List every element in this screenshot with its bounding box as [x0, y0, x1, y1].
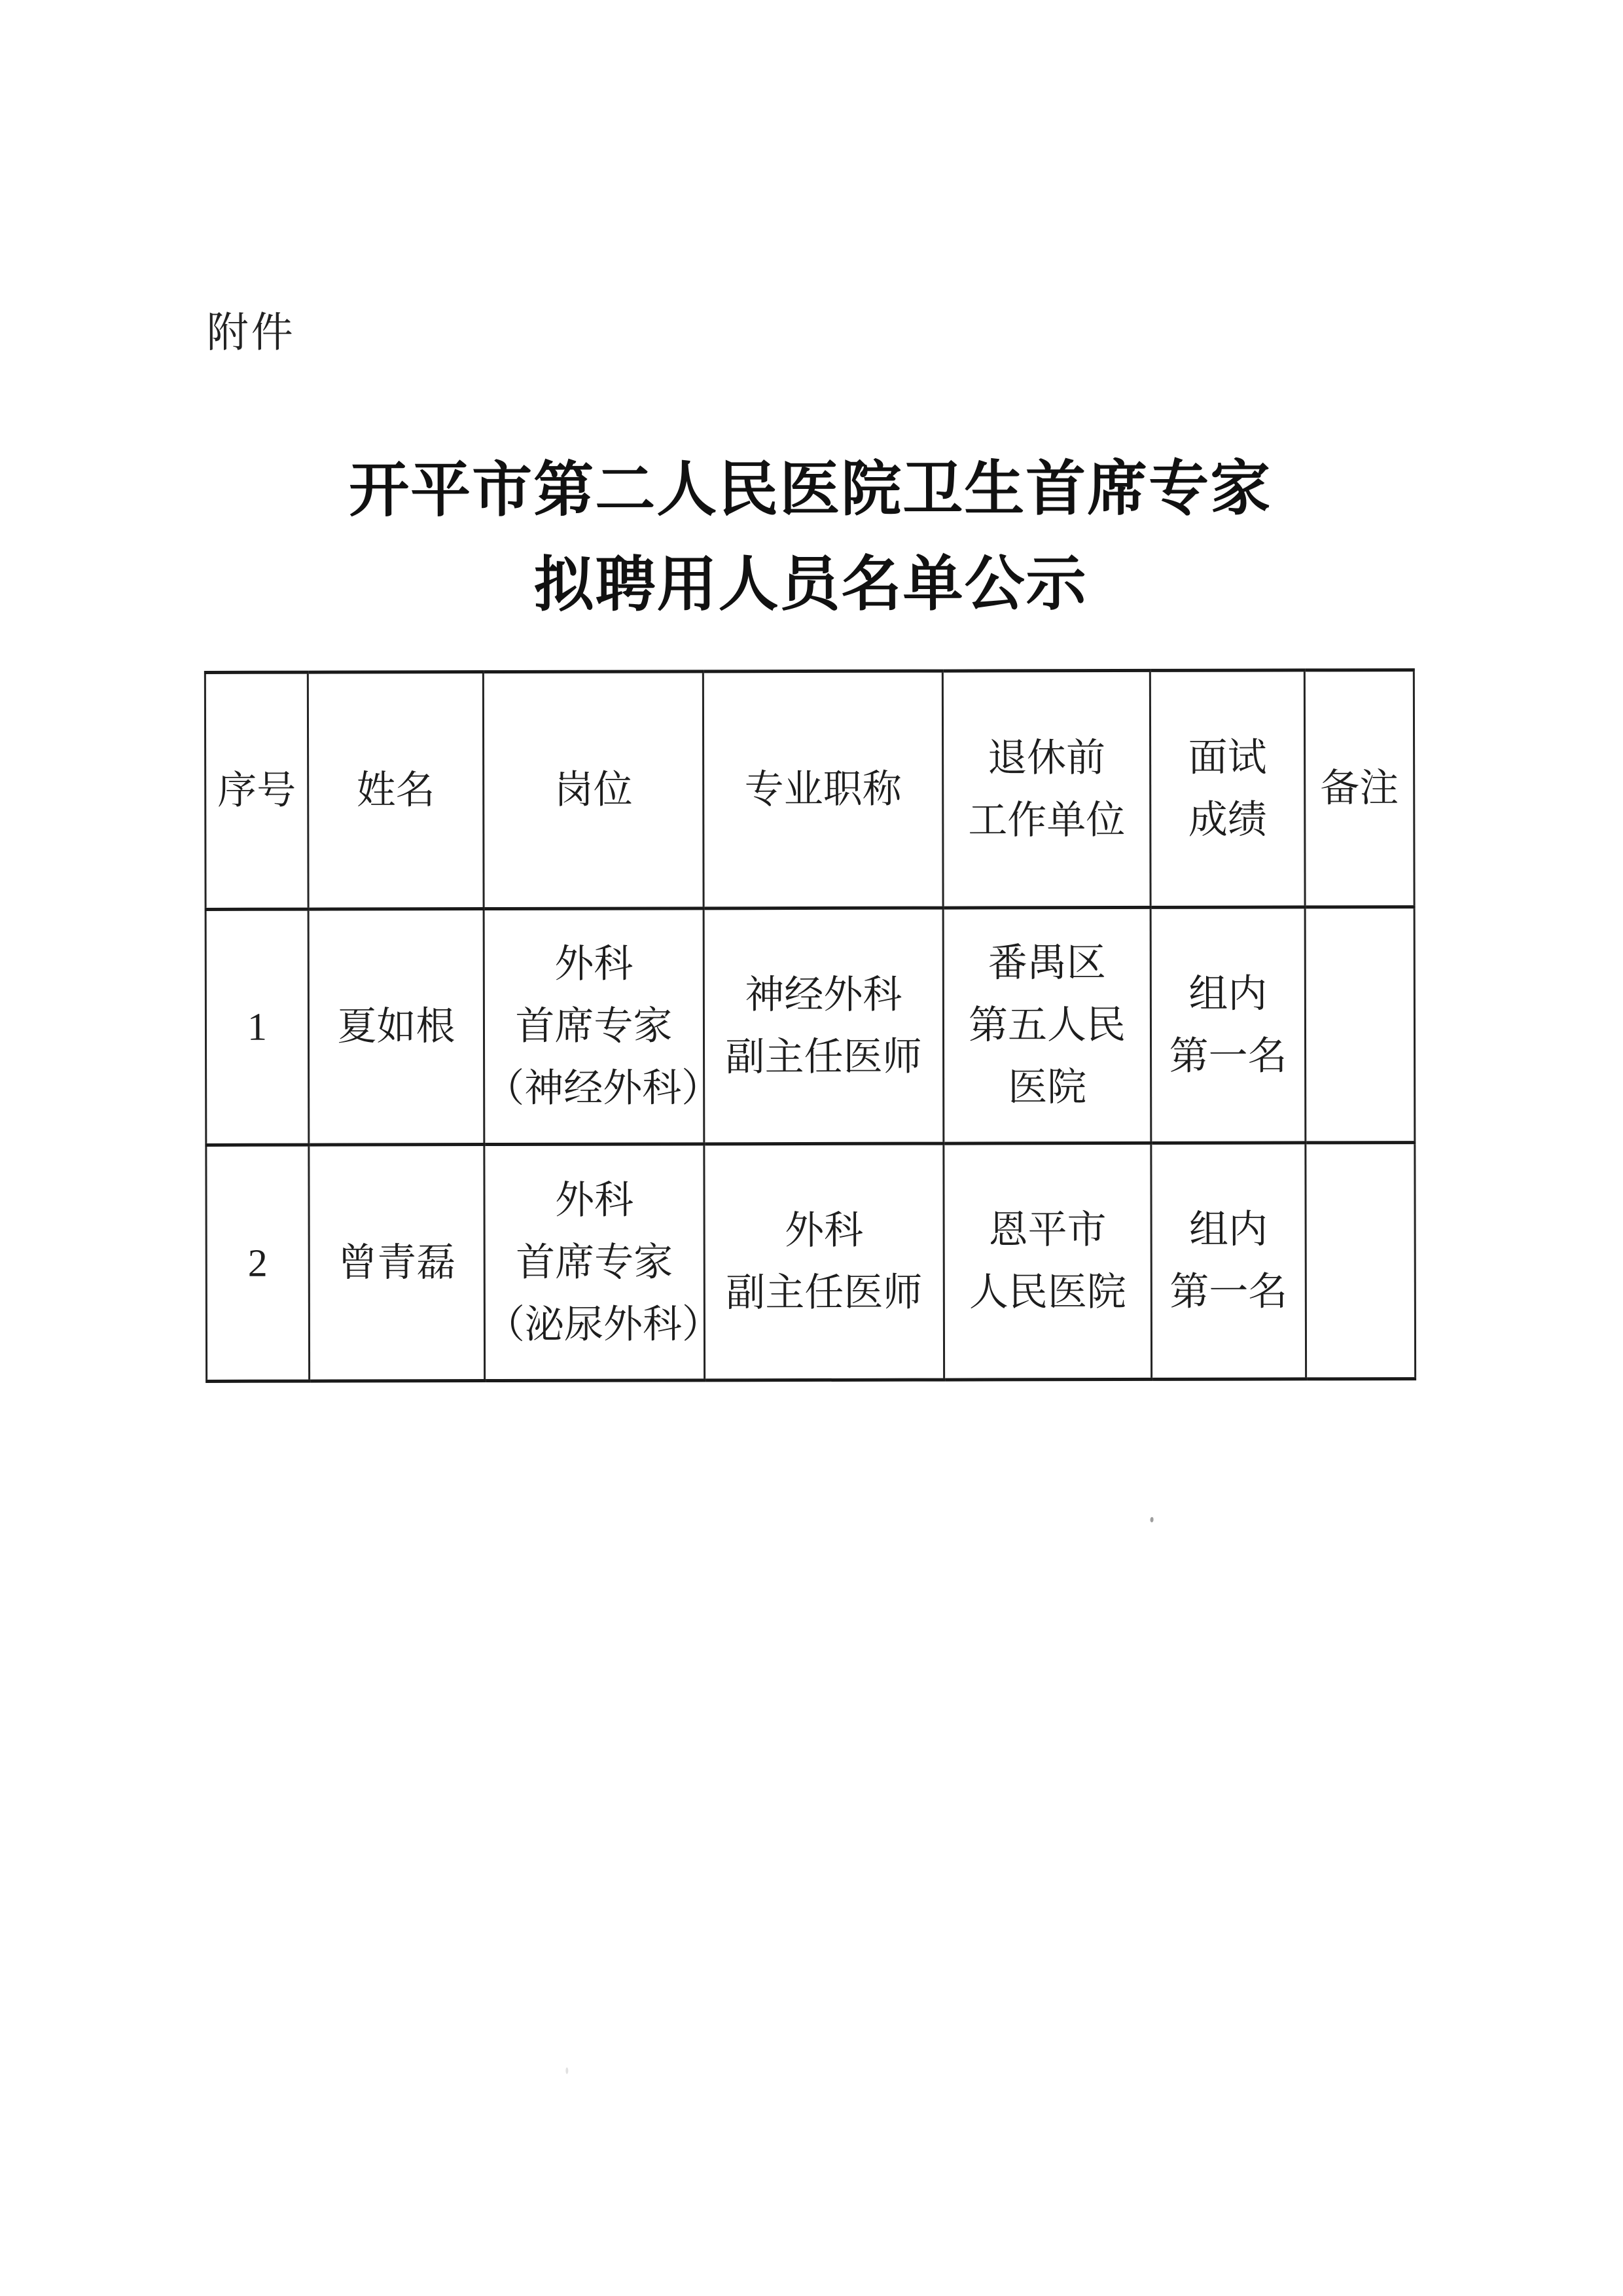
title-line-2: 拟聘用人员名单公示 — [533, 550, 1088, 619]
cell-former-unit: 番禺区 第五人民 医院 — [943, 907, 1151, 1143]
cell-position: 外科 首席专家 （神经外科） — [484, 908, 704, 1145]
document-title — [0, 440, 1622, 634]
header-cell-professional-title: 专业职称 — [703, 671, 943, 908]
cell-professional-title: 神经外科 副主任医师 — [704, 908, 944, 1144]
cell-remark — [1306, 1143, 1416, 1379]
header-cell-serial-no: 序号 — [205, 672, 308, 909]
cell-serial-no: 2 — [206, 1145, 310, 1381]
cell-interview-score: 组内 第一名 — [1150, 907, 1306, 1143]
cell-former-unit: 恩平市 人民医院 — [944, 1143, 1152, 1380]
table-header-row — [205, 670, 1414, 910]
cell-name: 夏如根 — [308, 909, 484, 1145]
header-cell-former-unit: 退休前 工作单位 — [942, 670, 1150, 908]
cell-interview-score: 组内 第一名 — [1151, 1143, 1306, 1379]
header-cell-remark: 备注 — [1304, 670, 1414, 907]
header-cell-position: 岗位 — [483, 672, 704, 909]
cell-serial-no: 1 — [205, 909, 309, 1145]
cell-remark — [1305, 907, 1415, 1143]
cell-position: 外科 首席专家 （泌尿外科） — [484, 1144, 705, 1381]
table-row — [205, 907, 1415, 1145]
header-cell-name: 姓名 — [308, 672, 484, 910]
title-line-1: 开平市第二人民医院卫生首席专家 — [349, 455, 1272, 524]
header-cell-interview-score: 面试 成绩 — [1150, 670, 1305, 907]
scan-speck — [1150, 1517, 1154, 1522]
scan-speck-faint — [565, 2068, 568, 2074]
roster-table — [204, 668, 1416, 1383]
cell-name: 曾青磊 — [309, 1145, 485, 1382]
attachment-label: 附件 — [206, 309, 296, 356]
cell-professional-title: 外科 副主任医师 — [704, 1143, 944, 1380]
table-row — [206, 1143, 1416, 1382]
